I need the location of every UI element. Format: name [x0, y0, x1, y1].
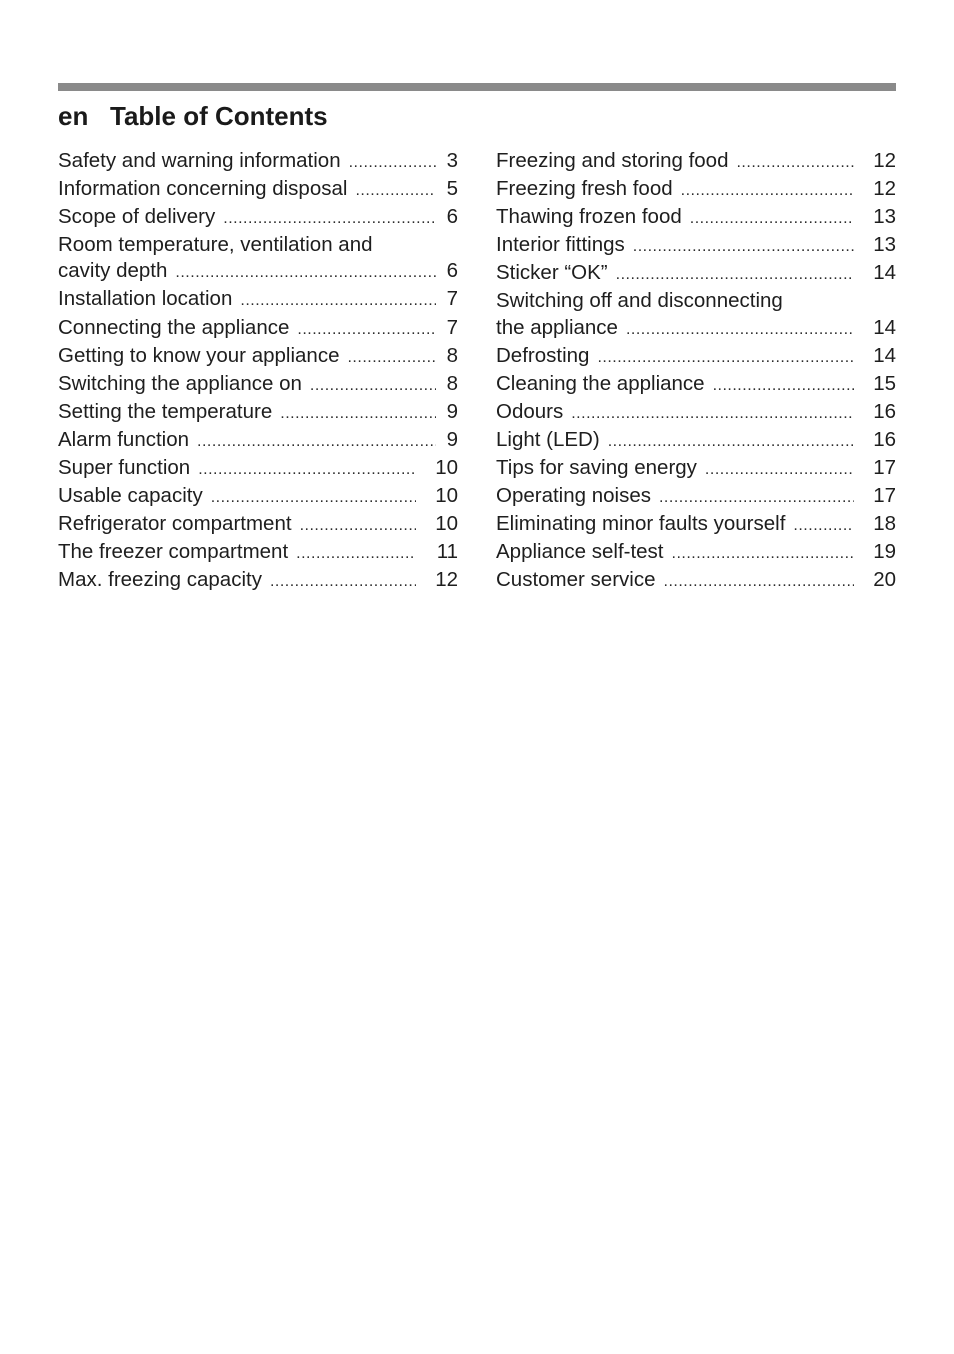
toc-entry-page: 17	[873, 456, 896, 480]
title-text: Table of Contents	[110, 101, 328, 131]
dot-leader	[705, 457, 854, 483]
toc-entry-title-line1: Room temperature, ventilation and	[58, 233, 373, 257]
toc-entry-title: cavity depth	[58, 259, 168, 283]
dot-leader	[300, 513, 416, 539]
toc-entry[interactable]	[58, 483, 458, 511]
toc-entry-page: 7	[446, 315, 458, 339]
toc-entry-title: The freezer compartment	[58, 540, 289, 564]
toc-entry-title-line1: Switching off and disconnecting	[496, 289, 783, 313]
toc-entry-title: Eliminating minor faults yourself	[496, 512, 786, 536]
toc-entry[interactable]	[58, 455, 458, 483]
toc-entry-page: 19	[873, 540, 896, 564]
toc-entry[interactable]	[58, 232, 458, 286]
toc-entry-title: Setting the temperature	[58, 399, 273, 423]
dot-leader	[713, 373, 854, 399]
dot-leader	[310, 373, 436, 399]
toc-entry[interactable]	[58, 371, 458, 399]
dot-leader	[347, 345, 436, 371]
toc-entry-page: 13	[873, 205, 896, 229]
toc-entry-title: Defrosting	[496, 343, 590, 367]
toc-entry-title: Switching the appliance on	[58, 371, 302, 395]
toc-entry-title: Super function	[58, 456, 191, 480]
toc-entry-page: 18	[873, 512, 896, 536]
toc-entry-page: 15	[873, 371, 896, 395]
dot-leader	[349, 150, 436, 176]
toc-entry-page: 14	[873, 343, 896, 367]
toc-entry-title: the appliance	[496, 315, 618, 339]
toc-entry-page: 12	[435, 568, 458, 592]
dot-leader	[690, 206, 854, 232]
toc-entry-title: Usable capacity	[58, 484, 203, 508]
dot-leader	[608, 429, 854, 455]
toc-entry[interactable]	[496, 371, 896, 399]
dot-leader	[355, 178, 436, 204]
toc-entry[interactable]	[496, 204, 896, 232]
toc-entry-page: 8	[446, 343, 458, 367]
dot-leader	[175, 260, 436, 286]
toc-entry-page: 16	[873, 427, 896, 451]
toc-entry-page: 14	[873, 315, 896, 339]
toc-entry[interactable]	[58, 539, 458, 567]
dot-leader	[793, 513, 854, 539]
toc-entry-page: 3	[446, 149, 458, 172]
dot-leader	[659, 485, 854, 511]
toc-entry-page: 6	[446, 205, 458, 229]
toc-entry-page: 16	[873, 399, 896, 423]
toc-entry[interactable]	[58, 399, 458, 427]
toc-entry-page: 12	[873, 149, 896, 172]
toc-entry[interactable]	[58, 204, 458, 232]
toc-entry[interactable]	[496, 288, 896, 342]
dot-leader	[672, 541, 854, 567]
toc-entry[interactable]	[58, 286, 458, 314]
toc-entry-page: 9	[446, 399, 458, 423]
language-code: en	[58, 101, 89, 131]
toc-entry-title: Alarm function	[58, 427, 190, 451]
toc-entry-title: Freezing and storing food	[496, 149, 729, 172]
toc-entry[interactable]	[58, 567, 458, 595]
toc-entry[interactable]	[58, 315, 458, 343]
toc-entry-page: 8	[446, 371, 458, 395]
toc-entry-page: 9	[446, 427, 458, 451]
toc-entry[interactable]	[496, 260, 896, 288]
toc-entry-title: Freezing fresh food	[496, 177, 673, 201]
toc-entry-title: Installation location	[58, 287, 233, 311]
toc-entry-title: Tips for saving energy	[496, 456, 697, 480]
toc-entry-page: 12	[873, 177, 896, 201]
dot-leader	[681, 178, 854, 204]
page-title	[58, 99, 328, 133]
toc-entry[interactable]	[58, 427, 458, 455]
toc-entry[interactable]	[496, 567, 896, 595]
toc-entry[interactable]	[58, 148, 458, 176]
toc-entry-title: Sticker “OK”	[496, 261, 608, 285]
toc-entry-title: Connecting the appliance	[58, 315, 290, 339]
dot-leader	[197, 429, 436, 455]
toc-entry-page: 13	[873, 233, 896, 257]
dot-leader	[616, 262, 854, 288]
dot-leader	[280, 401, 436, 427]
toc-column-right	[496, 148, 896, 596]
toc-entry-page: 7	[446, 287, 458, 311]
toc-entry-title: Getting to know your appliance	[58, 343, 340, 367]
dot-leader	[597, 345, 854, 371]
dot-leader	[198, 457, 416, 483]
dot-leader	[211, 485, 416, 511]
toc-entry-page: 14	[873, 261, 896, 285]
toc-entry-title: Cleaning the appliance	[496, 371, 705, 395]
toc-entry-title: Operating noises	[496, 484, 651, 508]
toc-entry-page: 20	[873, 568, 896, 592]
dot-leader	[664, 569, 855, 595]
toc-column-left	[58, 148, 458, 596]
toc-entry[interactable]	[496, 483, 896, 511]
toc-entry[interactable]	[496, 511, 896, 539]
toc-entry-title: Max. freezing capacity	[58, 568, 262, 592]
toc-entry-title: Thawing frozen food	[496, 205, 682, 229]
toc-entry[interactable]	[58, 343, 458, 371]
toc-entry[interactable]	[496, 343, 896, 371]
toc-entry[interactable]	[496, 232, 896, 260]
toc-entry[interactable]	[496, 427, 896, 455]
toc-entry-page: 10	[435, 512, 458, 536]
toc-entry[interactable]	[496, 455, 896, 483]
dot-leader	[633, 234, 854, 260]
toc-entry-page: 17	[873, 484, 896, 508]
toc-entry-page: 10	[435, 484, 458, 508]
toc-entry[interactable]	[58, 176, 458, 204]
toc-entry[interactable]	[496, 148, 896, 176]
dot-leader	[240, 288, 436, 314]
toc-entry[interactable]	[496, 176, 896, 204]
toc-entry-title: Odours	[496, 399, 564, 423]
toc-entry-title: Light (LED)	[496, 427, 600, 451]
dot-leader	[736, 150, 854, 176]
toc-entry-page: 5	[446, 177, 458, 201]
dot-leader	[571, 401, 854, 427]
toc-entry-page: 6	[446, 259, 458, 283]
dot-leader	[223, 206, 436, 232]
dot-leader	[297, 317, 436, 343]
toc-entry-title: Information concerning disposal	[58, 177, 348, 201]
toc-entry[interactable]	[496, 539, 896, 567]
toc-entry[interactable]	[58, 511, 458, 539]
toc-entry-page: 10	[435, 456, 458, 480]
toc-entry-title: Scope of delivery	[58, 205, 216, 229]
dot-leader	[626, 317, 854, 343]
toc-entry-title: Interior fittings	[496, 233, 625, 257]
dot-leader	[296, 541, 416, 567]
toc-entry-title: Appliance self-test	[496, 540, 664, 564]
header-rule	[58, 83, 896, 91]
toc-entry-page: 11	[436, 540, 458, 564]
toc-entry-title: Customer service	[496, 568, 656, 592]
toc-entry[interactable]	[496, 399, 896, 427]
toc-entry-title: Safety and warning information	[58, 149, 341, 172]
dot-leader	[270, 569, 416, 595]
toc-entry-title: Refrigerator compartment	[58, 512, 292, 536]
